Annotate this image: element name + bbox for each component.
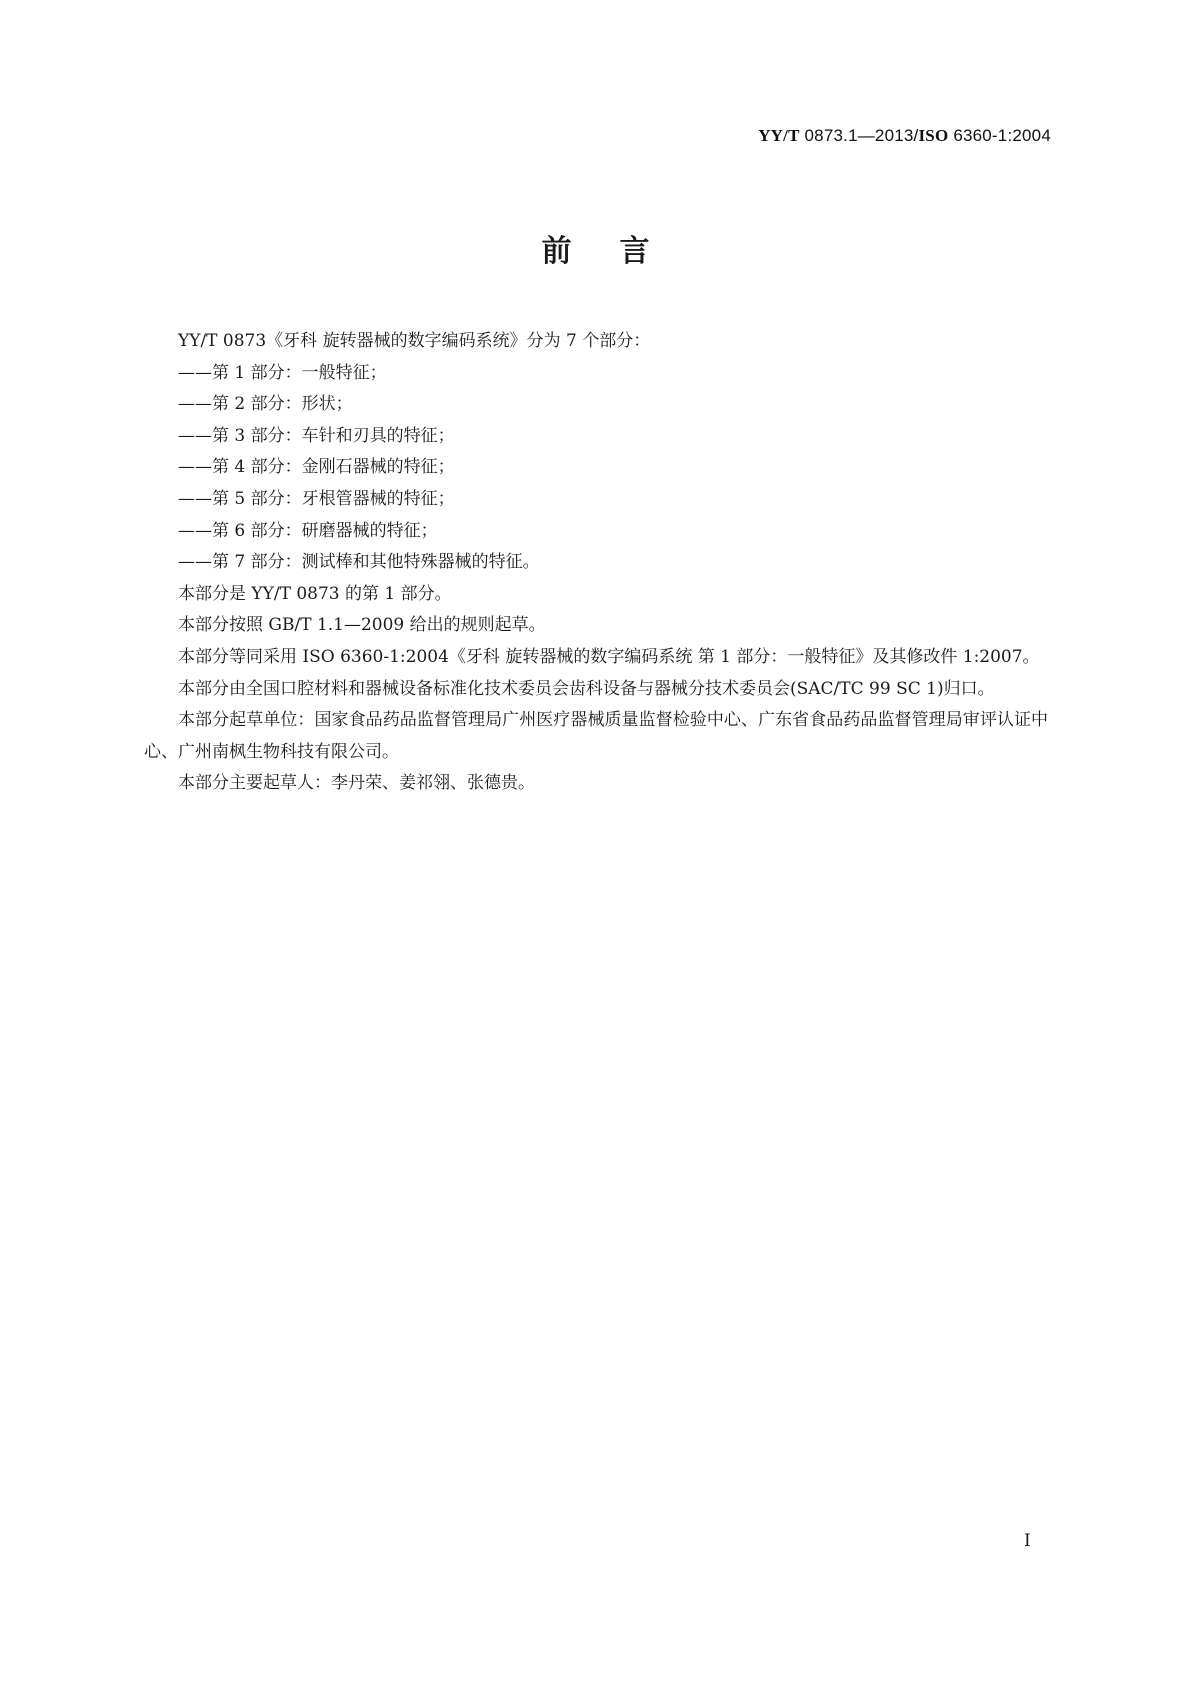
- preface-body: [144, 326, 1048, 800]
- list-item: ——第 7 部分：测试棒和其他特殊器械的特征。: [178, 552, 540, 573]
- iso-prefix: ISO: [918, 126, 949, 145]
- paragraph: 本部分是 YY/T 0873 的第 1 部分。: [178, 583, 452, 604]
- paragraph: 本部分起草单位：国家食品药品监督管理局广州医疗器械质量监督检验中心、广东省食品药品监督管理局审评认证中心、广州南枫生物科技有限公司。: [144, 710, 1048, 762]
- paragraph: YY/T 0873《牙科 旋转器械的数字编码系统》分为 7 个部分：: [178, 331, 651, 351]
- list-item: ——第 3 部分：车针和刃具的特征；: [178, 425, 455, 446]
- list-item: ——第 4 部分：金刚石器械的特征；: [178, 457, 455, 478]
- standard-code: [758, 126, 1051, 146]
- list-item: ——第 6 部分：研磨器械的特征；: [178, 520, 438, 541]
- list-item: ——第 1 部分：一般特征；: [178, 362, 387, 383]
- list-item: ——第 2 部分：形状；: [178, 394, 353, 415]
- paragraph: 本部分由全国口腔材料和器械设备标准化技术委员会齿科设备与器械分技术委员会(SAC/TC 99 SC 1)归口。: [178, 678, 995, 699]
- standard-prefix: YY/T: [758, 126, 800, 145]
- standard-number: 0873.1—2013/: [799, 126, 919, 145]
- page-number: I: [1024, 1531, 1031, 1551]
- list-item: ——第 5 部分：牙根管器械的特征；: [178, 488, 455, 509]
- iso-number: 6360-1:2004: [948, 126, 1051, 145]
- paragraph: 本部分按照 GB/T 1.1—2009 给出的规则起草。: [178, 615, 546, 636]
- paragraph: 本部分等同采用 ISO 6360-1:2004《牙科 旋转器械的数字编码系统 第 1 部分：一般特征》及其修改件 1:2007。: [178, 646, 1040, 667]
- paragraph: 本部分主要起草人：李丹荣、姜祁翎、张德贵。: [178, 773, 535, 794]
- page-title: 前言: [541, 234, 698, 269]
